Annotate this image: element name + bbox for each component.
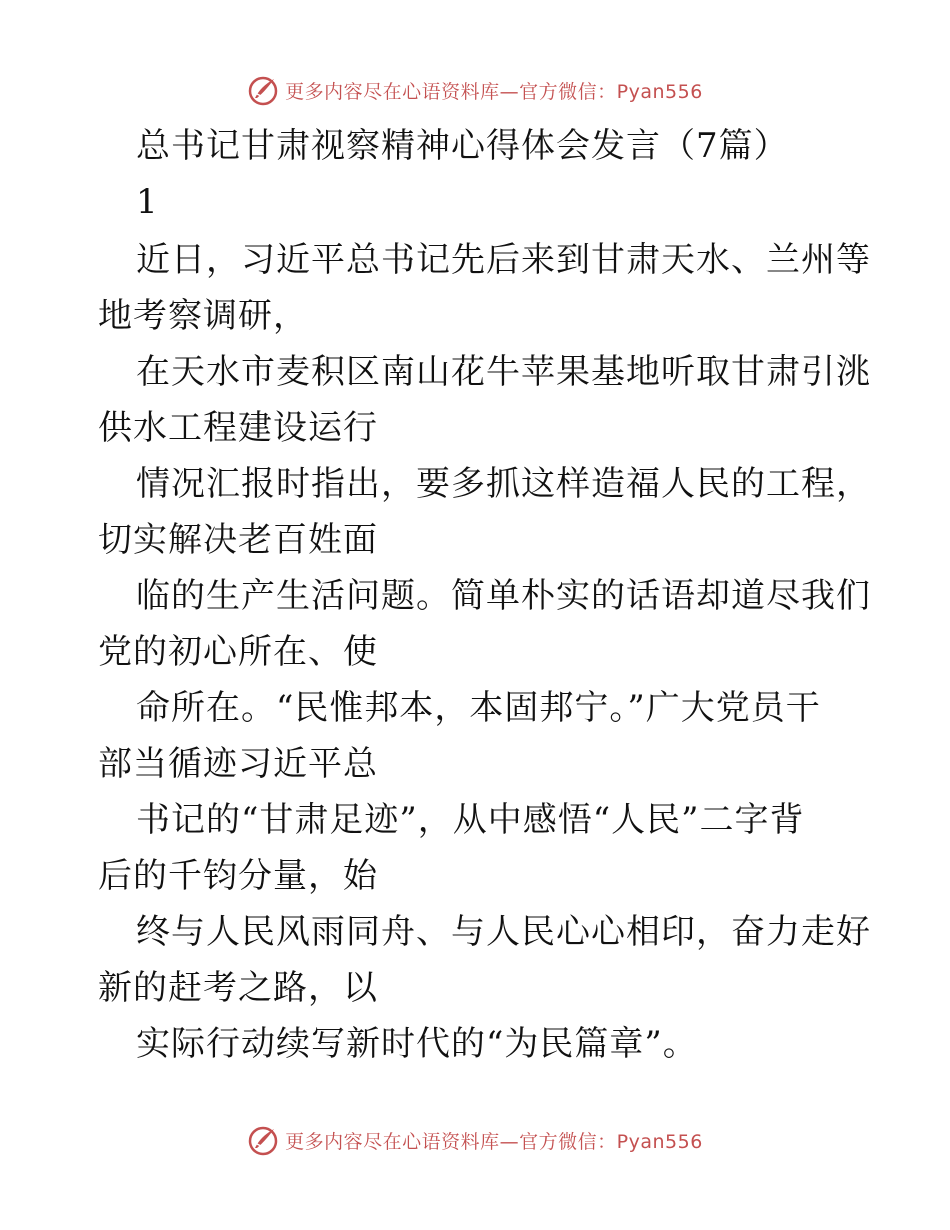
paragraph-line: 近日，习近平总书记先后来到甘肃天水、兰州等 bbox=[136, 240, 871, 280]
paragraph-line: 情况汇报时指出，要多抓这样造福人民的工程， bbox=[136, 464, 871, 504]
paragraph-line: 在天水市麦积区南山花牛苹果基地听取甘肃引洮 bbox=[136, 352, 871, 392]
paragraph-line: 部当循迹习近平总 bbox=[98, 744, 378, 784]
quill-logo-icon bbox=[247, 74, 279, 106]
paragraph-line: 新的赶考之路，以 bbox=[98, 968, 378, 1008]
paragraph-line: 后的千钧分量，始 bbox=[98, 856, 378, 896]
footer-banner-text: 更多内容尽在心语资料库—官方微信：Pyan556 bbox=[285, 1130, 703, 1153]
document-title: 总书记甘肃视察精神心得体会发言（7篇） bbox=[136, 126, 789, 166]
paragraph-lines bbox=[98, 232, 871, 1072]
quill-logo-icon bbox=[247, 1124, 279, 1156]
paragraph-line: 书记的“甘肃足迹”，从中感悟“人民”二字背 bbox=[136, 800, 805, 840]
footer-banner bbox=[0, 1120, 950, 1160]
document-body bbox=[98, 118, 871, 1072]
section-number: 1 bbox=[136, 182, 159, 222]
paragraph-line: 党的初心所在、使 bbox=[98, 632, 378, 672]
paragraph-line: 命所在。“民惟邦本，本固邦宁。”广大党员干 bbox=[136, 688, 821, 728]
paragraph-line: 供水工程建设运行 bbox=[98, 408, 378, 448]
paragraph-line: 地考察调研， bbox=[98, 296, 308, 336]
header-banner bbox=[0, 70, 950, 110]
paragraph-line: 临的生产生活问题。简单朴实的话语却道尽我们 bbox=[136, 576, 871, 616]
paragraph-line: 终与人民风雨同舟、与人民心心相印，奋力走好 bbox=[136, 912, 871, 952]
paragraph-line: 实际行动续写新时代的“为民篇章”。 bbox=[136, 1024, 698, 1064]
header-banner-text: 更多内容尽在心语资料库—官方微信：Pyan556 bbox=[285, 80, 703, 103]
paragraph-line: 切实解决老百姓面 bbox=[98, 520, 378, 560]
